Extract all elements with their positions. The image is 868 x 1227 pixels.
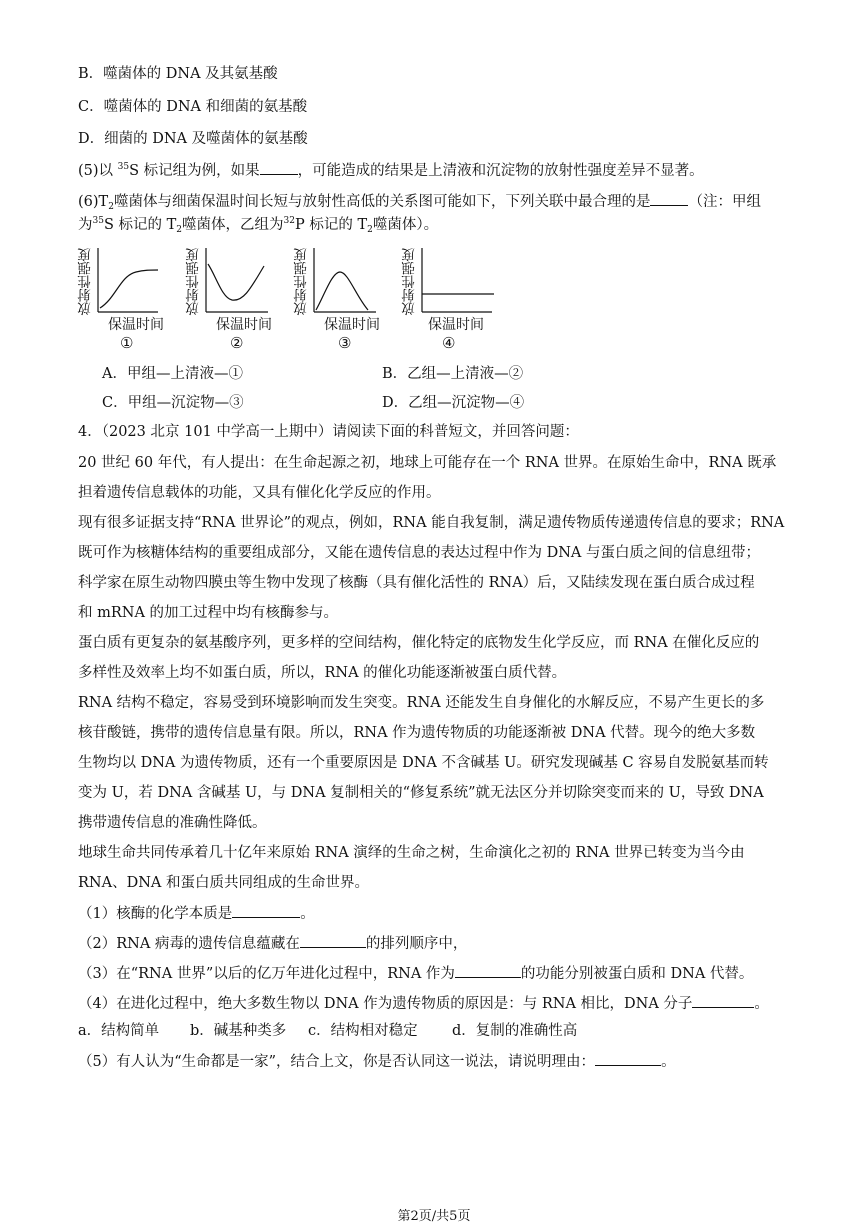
paragraph-4-line: 核苷酸链，携带的遗传信息量有限。所以，RNA 作为遗传物质的功能逐渐被 DNA 代替。现今的绝大多数 (78, 725, 756, 741)
graph-4-plot (402, 246, 512, 316)
sub-question-5: (5)以 $^{35}$S 标记组为例，如果 ，可能造成的结果是上清液和沉淀物的放射性强度差异不显著。 (78, 162, 704, 179)
choice-b[interactable]: B．乙组—上清液—② (382, 366, 524, 382)
graph-number: ① (120, 334, 134, 352)
sub-question-3: （3）在“RNA 世界”以后的亿万年进化过程中，RNA 作为 的功能分别被蛋白质和 DNA 代替。 (78, 963, 753, 984)
graph-y-label: 放射性强度 (186, 248, 202, 316)
sub-question-4: （4）在进化过程中，绝大多数生物以 DNA 作为遗传物质的原因是：与 RNA 相比，DNA 分子 。 (78, 993, 769, 1014)
graph-number: ④ (442, 334, 456, 352)
paragraph-2-line: 既可作为核糖体结构的重要组成部分，又能在遗传信息的表达过程中作为 DNA 与蛋白质之间的信息纽带； (78, 545, 760, 561)
graph-y-label: 放射性强度 (294, 248, 310, 316)
graph-y-label: 放射性强度 (402, 248, 418, 316)
option-b: B．噬菌体的 DNA 及其氨基酸 (78, 66, 278, 82)
graph-2 (186, 246, 296, 356)
graph-2-plot (186, 246, 296, 316)
paragraph-4-line: 生物均以 DNA 为遗传物质，还有一个重要原因是 DNA 不含碱基 U。研究发现碱基 C 容易自发脱氨基而转 (78, 755, 769, 771)
answer-blank[interactable] (232, 903, 300, 918)
choice-a[interactable]: A．甲组—上清液—① (102, 366, 243, 382)
sq4-option-a[interactable]: a．结构简单 (78, 1023, 160, 1039)
sub-question-6-line1: $(6)T_2$噬菌体与细菌保温时间长短与放射性高低的关系图可能如下，下列关联中最合理的是 （注：甲组 (78, 191, 761, 212)
option-c: C．噬菌体的 DNA 和细菌的氨基酸 (78, 99, 308, 115)
paragraph-4-line: RNA 结构不稳定，容易受到环境影响而发生突变。RNA 还能发生自身催化的水解反应，不易产生更长的多 (78, 695, 765, 711)
question-4-header: 4．（2023 北京 101 中学高一上期中）请阅读下面的科普短文，并回答问题： (78, 424, 579, 440)
graph-number: ② (230, 334, 244, 352)
paragraph-1-line: 担着遗传信息载体的功能，又具有催化化学反应的作用。 (78, 485, 441, 501)
graph-1-curve (100, 270, 158, 308)
page-number: 第2页/共5页 (397, 1209, 471, 1224)
paragraph-4-line: 携带遗传信息的准确性降低。 (78, 815, 267, 831)
answer-blank[interactable] (300, 933, 366, 948)
paragraph-5-line: RNA、DNA 和蛋白质共同组成的生命世界。 (78, 875, 369, 891)
graph-3 (294, 246, 404, 356)
choice-d[interactable]: D．乙组—沉淀物—④ (382, 395, 525, 411)
answer-blank[interactable] (650, 191, 688, 206)
graph-1 (78, 246, 188, 356)
graph-2-curve (208, 264, 264, 300)
graph-1-plot (78, 246, 188, 316)
sq4-option-b[interactable]: b．碱基种类多 (190, 1023, 287, 1039)
graph-number: ③ (338, 334, 352, 352)
graph-4 (402, 246, 512, 356)
answer-blank[interactable] (595, 1051, 661, 1066)
paragraph-4-line: 变为 U，若 DNA 含碱基 U，与 DNA 复制相关的“修复系统”就无法区分并切除突变而来的 U，导致 DNA (78, 785, 764, 801)
paragraph-2-line: 和 mRNA 的加工过程中均有核酶参与。 (78, 605, 339, 621)
paragraph-5-line: 地球生命共同传承着几十亿年来原始 RNA 演绎的生命之树，生命演化之初的 RNA 世界已转变为当今由 (78, 845, 745, 861)
answer-blank[interactable] (455, 963, 521, 978)
graph-x-label: 保温时间 (108, 317, 164, 333)
graph-3-curve (316, 272, 368, 310)
sub-question-2: （2）RNA 病毒的遗传信息蕴藏在 的排列顺序中， (78, 933, 467, 954)
paragraph-1-line: 20 世纪 60 年代，有人提出：在生命起源之初，地球上可能存在一个 RNA 世界。在原始生命中，RNA 既承 (78, 455, 777, 471)
sub-question-1: （1）核酶的化学本质是 。 (78, 903, 315, 924)
option-d: D．细菌的 DNA 及噬菌体的氨基酸 (78, 131, 308, 147)
graph-y-label: 放射性强度 (78, 248, 94, 316)
sub-question-5: （5）有人认为“生命都是一家”，结合上文，你是否认同这一说法，请说明理由： 。 (78, 1051, 676, 1072)
paragraph-2-line: 现有很多证据支持“RNA 世界论”的观点，例如，RNA 能自我复制，满足遗传物质传递遗传信息的要求；RNA (78, 515, 785, 531)
paragraph-3-line: 蛋白质有更复杂的氨基酸序列，更多样的空间结构，催化特定的底物发生化学反应，而 RNA 在催化反应的 (78, 635, 760, 651)
answer-blank[interactable] (692, 993, 754, 1008)
graph-x-label: 保温时间 (216, 317, 272, 333)
sub-question-6-line2: 为$^{35}$S 标记的 $T_2$噬菌体，乙组为$^{32}$P 标记的 $T_2$噬菌体）。 (78, 216, 439, 235)
sq4-option-c[interactable]: c．结构相对稳定 (308, 1023, 418, 1039)
paragraph-2-line: 科学家在原生动物四膜虫等生物中发现了核酶（具有催化活性的 RNA）后，又陆续发现在蛋白质合成过程 (78, 575, 755, 591)
paragraph-3-line: 多样性及效率上均不如蛋白质，所以，RNA 的催化功能逐渐被蛋白质代替。 (78, 665, 567, 681)
graph-x-label: 保温时间 (324, 317, 380, 333)
answer-blank[interactable] (260, 160, 298, 175)
graph-x-label: 保温时间 (428, 317, 484, 333)
graph-3-plot (294, 246, 404, 316)
sq4-option-d[interactable]: d．复制的准确性高 (452, 1023, 578, 1039)
choice-c[interactable]: C．甲组—沉淀物—③ (102, 395, 244, 411)
